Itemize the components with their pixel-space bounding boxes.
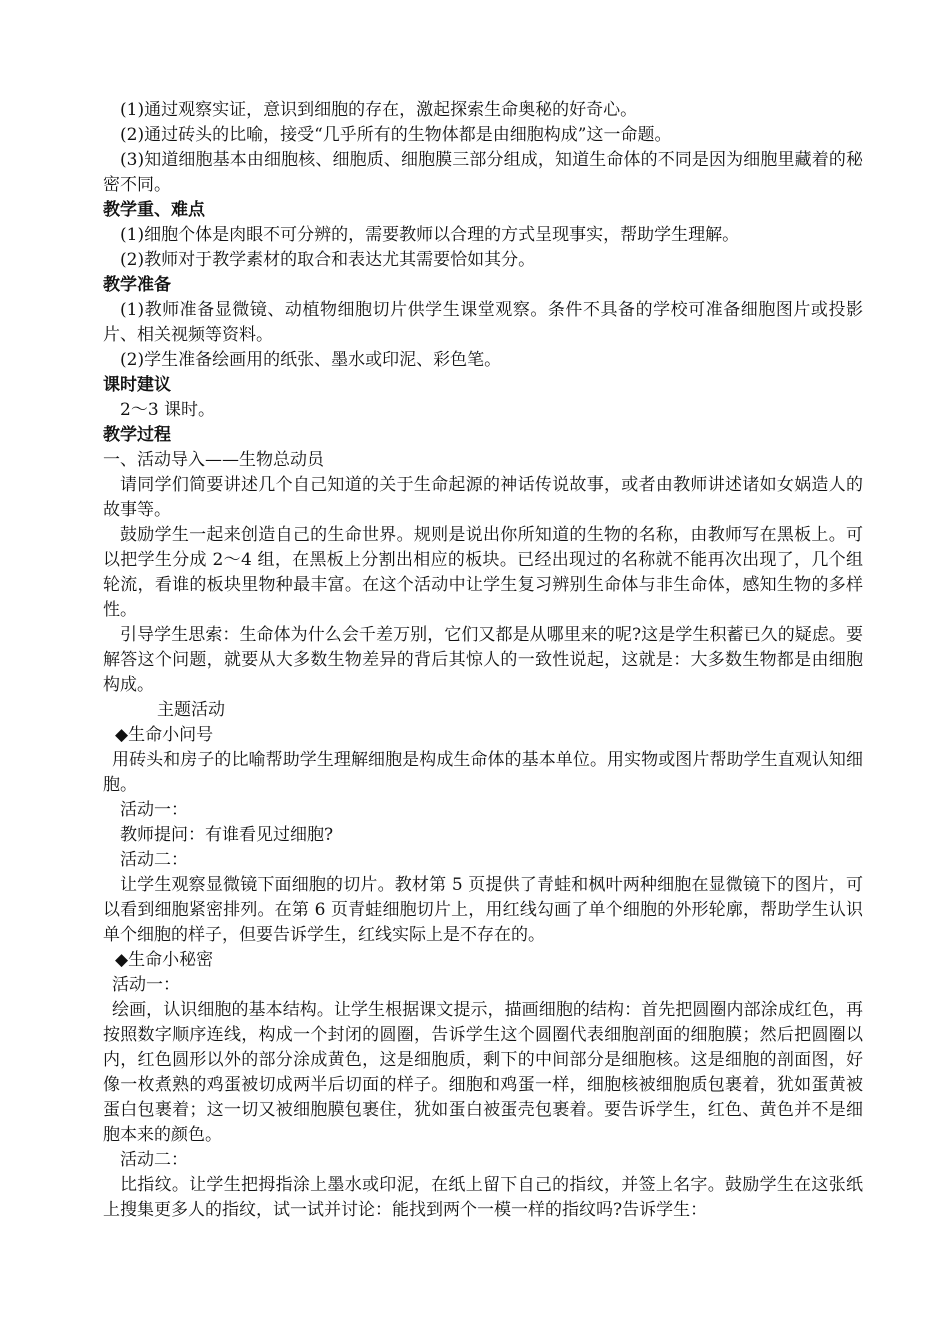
bullet-2-activity-2-label: 活动二：	[120, 1150, 188, 1170]
bullet-life-secret: ◆生命小秘密	[115, 950, 214, 970]
theme-activity-title: 主题活动	[157, 700, 225, 720]
preparation-2: (2)学生准备绘画用的纸张、墨水或印泥、彩色笔。	[120, 350, 502, 370]
bullet-1-activity-1-text: 教师提问：有谁看见过细胞?	[120, 825, 334, 845]
intro-paragraph-3: 引导学生思索：生命体为什么会千差万别，它们又都是从哪里来的呢?这是学生积蓄已久的疑虑。要解答这个问题，就要从大多数生物差异的背后其惊人的一致性说起，这就是：大多数生物都是由细胞构成。	[103, 625, 863, 695]
bullet-2-activity-2-text: 比指纹。让学生把拇指涂上墨水或印泥，在纸上留下自己的指纹，并签上名字。鼓励学生在这张纸上搜集更多人的指纹，试一试并讨论：能找到两个一模一样的指纹吗?告诉学生：	[103, 1175, 863, 1220]
goal-3: (3)知道细胞基本由细胞核、细胞质、细胞膜三部分组成，知道生命体的不同是因为细胞里藏着的秘密不同。	[103, 150, 863, 195]
bullet-1-activity-2-text: 让学生观察显微镜下面细胞的切片。教材第 5 页提供了青蛙和枫叶两种细胞在显微镜下的图片，可以看到细胞紧密排列。在第 6 页青蛙细胞切片上，用红线勾画了单个细胞的外形轮廓，帮助学生认识单个细胞的样子，但要告诉学生，红线实际上是不存在的。	[103, 875, 863, 945]
bullet-1-paragraph: 用砖头和房子的比喻帮助学生理解细胞是构成生命体的基本单位。用实物或图片帮助学生直观认知细胞。	[103, 750, 863, 795]
intro-paragraph-1: 请同学们简要讲述几个自己知道的关于生命起源的神话传说故事，或者由教师讲述诸如女娲造人的故事等。	[103, 475, 863, 520]
key-point-2: (2)教师对于教学素材的取合和表达尤其需要恰如其分。	[120, 250, 536, 270]
goal-2: (2)通过砖头的比喻，接受“几乎所有的生物体都是由细胞构成”这一命题。	[120, 125, 672, 145]
bullet-2-activity-1-text: 绘画，认识细胞的基本结构。让学生根据课文提示，描画细胞的结构：首先把圆圈内部涂成红色，再按照数字顺序连线，构成一个封闭的圆圈，告诉学生这个圆圈代表细胞剖面的细胞膜；然后把圆圈以内，红色圆形以外的部分涂成黄色，这是细胞质，剩下的中间部分是细胞核。这是细胞的剖面图，好像一枚煮熟的鸡蛋被切成两半后切面的样子。细胞和鸡蛋一样，细胞核被细胞质包裹着，犹如蛋黄被蛋白包裹着；这一切又被细胞膜包裹住，犹如蛋白被蛋壳包裹着。要告诉学生，红色、黄色并不是细胞本来的颜色。	[103, 1000, 863, 1145]
intro-paragraph-2: 鼓励学生一起来创造自己的生命世界。规则是说出你所知道的生物的名称，由教师写在黑板上。可以把学生分成 2～4 组，在黑板上分割出相应的板块。已经出现过的名称就不能再次出现了，几个组轮流，看谁的板块里物种最丰富。在这个活动中让学生复习辨别生命体与非生命体，感知生物的多样性。	[103, 525, 863, 620]
preparation-1: (1)教师准备显微镜、动植物细胞切片供学生课堂观察。条件不具备的学校可准备细胞图片或投影片、相关视频等资料。	[103, 300, 863, 345]
bullet-1-activity-2-label: 活动二：	[120, 850, 188, 870]
key-point-1: (1)细胞个体是肉眼不可分辨的，需要教师以合理的方式呈现事实，帮助学生理解。	[120, 225, 740, 245]
schedule-text: 2～3 课时。	[120, 400, 216, 420]
key-points-heading: 教学重、难点	[103, 200, 205, 220]
preparation-heading: 教学准备	[103, 275, 171, 295]
goal-1: (1)通过观察实证，意识到细胞的存在，激起探索生命奥秘的好奇心。	[120, 100, 638, 120]
schedule-heading: 课时建议	[103, 375, 171, 395]
section-1-title: 一、活动导入——生物总动员	[103, 450, 324, 470]
bullet-life-question: ◆生命小问号	[115, 725, 214, 745]
bullet-2-activity-1-label: 活动一：	[112, 975, 180, 995]
document-page	[103, 98, 863, 1223]
bullet-1-activity-1-label: 活动一：	[120, 800, 188, 820]
process-heading: 教学过程	[103, 425, 171, 445]
